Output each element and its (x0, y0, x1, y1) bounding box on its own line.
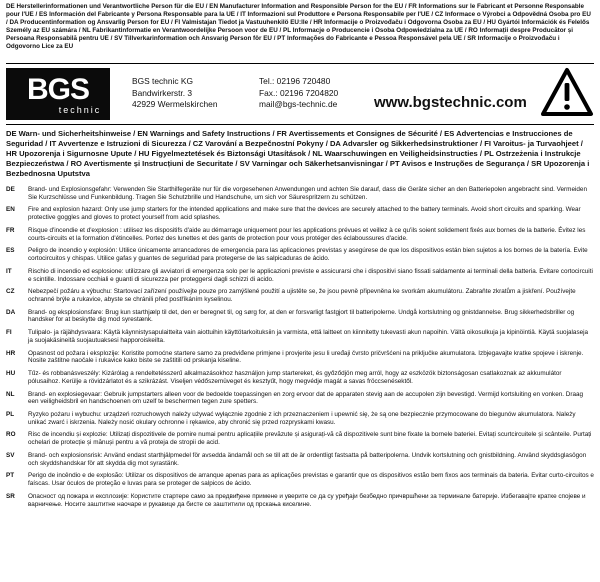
warnings-title: DE Warn- und Sicherheitshinweise / EN Warnings and Safety Instructions / FR Avertissements et Consignes de Sécurité / ES Advertencias e Instrucciones de Seguridad / IT Avvertenze e Istruzioni di Sicurezza / CZ Varování a Bezpečnostní Pokyny / DA Advarsler og Sikkerhedsinstruktioner / FI Varoitus- ja Turvaohjeet / HR Upozorenja i Sigurnosne Upute / HU Figyelmeztetések és Biztonsági Utasítások / NL Waarschuwingen en Veiligheidsinstructies / PL Ostrzeżenia i Instrukcje Bezpieczeństwa / RO Avertismente și Instrucțiuni de Securitate / SV Varningar och Säkerhetsanvisningar / PT Avisos e Instruções de Segurança / SR Upozorenja i Bezbednosna Uputstva (6, 129, 590, 178)
warning-text: Brand- en explosiegevaar: Gebruik jumpstarters alleen voor de bedoelde toepassingen en zorg ervoor dat de apparaten stevig aan de accupolen zijn bevestigd. Vermijd kortsluiting en vonken. Draag een veiligheidsbril en handschoenen om uzelf te beschermen tegen zure spetters. (28, 390, 584, 406)
language-code: IT (6, 267, 12, 275)
warning-item-cz (6, 288, 594, 303)
warning-text: Tűz- és robbanásveszély: Kizárólag a rendeltetésszerű alkalmazásokhoz használjon jump startereket, és győződjön meg arról, hogy az eszközök biztonságosan csatlakoznak az akkumulátor pólusaihoz. Kerülje a rövidzárlatot és a szikrázást. Viseljen védőszemüveget és kesztyűt, hogy megvédje magát a savas fröccsenésektől. (28, 370, 562, 385)
warning-text: Opasnost od požara i eksplozije: Koristite pomoćne startere samo za predviđene primjene i provjerite jesu li uređaji čvrsto pričvršćeni na priključke akumulatora. Izbjegavajte kratke spojeve i iskrenje. Nosite zaštitne naočale i rukavice kako biste se zaštitili od prskanja kiseline. (28, 349, 584, 365)
language-code: EN (6, 206, 15, 214)
bgs-logo (6, 68, 110, 120)
warning-text: Risque d'incendie et d'explosion : utilisez les dispositifs d'aide au démarrage uniquement pour les applications prévues et veillez à ce qu'ils soient solidement fixés aux bornes de la batterie. Évitez les courts-circuits et la formation d'étincelles. Portez des lunettes et des gants de protection pour vous protéger des éclaboussures d'acide. (28, 226, 586, 242)
warning-item-pt (6, 472, 594, 487)
contact-fax: Fax.: 02196 7204820 (259, 87, 339, 98)
warning-triangle-icon (540, 67, 594, 117)
language-code: CZ (6, 288, 15, 296)
warning-item-fr (6, 227, 594, 242)
warning-text: Brand- och explosionsrisk: Använd endast starthjälpmedel för avsedda ändamål och se till att de är ordentligt fastsatta på batteripolerna. Undvik kortslutning och gnistbildning. Använd skyddsglasögon och skyddshandskar för att skydda dig mot syrastänk. (28, 451, 587, 467)
warning-item-hr (6, 350, 594, 365)
language-code: HR (6, 349, 16, 357)
company-website[interactable]: www.bgstechnic.com (374, 94, 527, 111)
language-code: HU (6, 370, 16, 378)
language-code: ES (6, 247, 15, 255)
language-code: SR (6, 492, 15, 500)
warning-text: Brand- und Explosionsgefahr: Verwenden Sie Starthilfegeräte nur für die vorgesehenen Anwendungen und achten Sie darauf, dass die Geräte sicher an den Batteriepolen angebracht sind. Vermeiden Sie Kurzschlüsse und Funkenbildung. Tragen Sie Schutzbrille und Handschuhe, um sich vor Säurespritzern zu schützen. (28, 186, 587, 201)
warning-item-ro (6, 431, 594, 446)
warning-item-pl (6, 411, 594, 426)
warning-text: Ryzyko pożaru i wybuchu: urządzeń rozruchowych należy używać wyłącznie zgodnie z ich przeznaczeniem i upewnić się, że są one bezpiecznie przymocowane do biegunów akumulatora. Należy unikać zwarć i iskrzenia. Należy nosić okulary ochronne i rękawice, aby chronić się przed rozpryskami kwasu. (28, 410, 576, 426)
language-code: PL (6, 410, 15, 418)
language-code: PT (6, 472, 15, 480)
warning-item-fi (6, 329, 594, 344)
warning-text: Risc de incendiu și explozie: Utilizați dispozitivele de pornire numai pentru aplicațiile prevăzute și asigurați-vă că dispozitivele sunt bine fixate la bornele bateriei. Evitați scurtcircuitele și scânteile. Purtați ochelari de protecție și mănuși pentru a vă proteja de stropii de acid. (28, 431, 592, 447)
warning-text: Brand- og eksplosionsfare: Brug kun starthjælp til det, den er beregnet til, og sørg for, at den er forsvarligt fastgjort til batteripolerne. Undgå kortslutning og gnistdannelse. Brug sikkerhedsbriller og handsker for at beskytte dig mod syrestænk. (28, 308, 575, 324)
warning-item-en (6, 206, 594, 221)
manufacturer-info-title: DE Herstellerinformationen und Verantwortliche Person für die EU / EN Manufacturer Information and Responsible Person for the EU / FR Informations sur le Fabricant et Personne Responsable pour l'UE / ES Información del Fabricante y Persona Responsable para la UE / IT Informazioni sul Produttore e Persona Responsabile per l'UE / CZ Informace o Výrobci a Odpovědná Osoba pro EU / DA Producentinformation og Ansvarlig Person for EU / FI Valmistajan Tiedot ja Vastuuhenkilö EU:lle / HR Informacije o Proizvođaču i Odgovorna Osoba za EU / HU Gyártói Információk és Felelős Személy az EU számára / NL Fabrikantinformatie en Verantwoordelijke Persoon voor de EU / PL Informacje o Producencie i Osoba Odpowiedzialna za UE / RO Informații despre Producător și Persoana Responsabilă pentru UE / SV Tillverkarinformation och Ansvarig Person för EU / PT Informações do Fabricante e Pessoa Responsável pela UE / SR Informacije o Proizvođaču i Odgovorno Lice za EU (6, 3, 591, 50)
contact-phone: Tel.: 02196 720480 (259, 76, 331, 86)
language-code: SV (6, 451, 15, 459)
company-divider (6, 124, 594, 125)
warning-item-sr (6, 493, 594, 508)
warning-item-it (6, 268, 594, 283)
company-address (132, 76, 218, 111)
language-code: DA (6, 308, 16, 316)
warning-text: Perigo de incêndio e de explosão: Utilizar os dispositivos de arranque apenas para as aplicações previstas e garantir que os dispositivos estão bem fixos aos terminais da bateria. Evitar curto-circuitos e faíscas. Usar óculos de proteção e luvas para se proteger de salpicos de ácido. (28, 472, 594, 488)
address-line-street: Bandwirkerstr. 3 (132, 87, 193, 98)
language-code: NL (6, 390, 15, 398)
warning-item-de (6, 186, 594, 201)
warning-item-sv (6, 452, 594, 467)
warning-item-nl (6, 391, 594, 406)
warning-item-es (6, 247, 594, 262)
address-line-city: 42929 Wermelskirchen (132, 99, 218, 109)
contact-email[interactable]: mail@bgs-technic.de (259, 99, 338, 109)
company-block (6, 66, 594, 122)
warning-text: Опасност од пожара и експлозије: Користите стартере само за предвиђене примене и уверите се да су уређаји безбедно причвршћени за терминале батерије. Избегавајте кратке спојеве и варничење. Носите заштитне наочаре и рукавице да бисте се заштитили од прскања киселине. (28, 492, 586, 508)
warning-text: Rischio di incendio ed esplosione: utilizzare gli avviatori di emergenza solo per le applicazioni previste e assicurarsi che i dispositivi siano fissati saldamente ai terminali della batteria. Evitare cortocircuiti e scintille. Indossare occhiali e guanti di sicurezza per proteggersi dagli schizzi di acido. (28, 267, 593, 283)
warnings-list (6, 186, 594, 513)
header-divider (6, 63, 594, 64)
svg-text:technic: technic (58, 105, 102, 115)
warning-text: Fire and explosion hazard: Only use jump starters for the intended applications and make sure that the devices are securely attached to the battery terminals. Avoid short circuits and sparking. Wear protective goggles and gloves to protect yourself from acid splashes. (28, 206, 581, 222)
language-code: FI (6, 329, 12, 337)
svg-text:BGS: BGS (26, 73, 90, 106)
warning-text: Peligro de incendio y explosión: Utilice únicamente arrancadores de emergencia para las aplicaciones previstas y asegúrese de que los dispositivos están bien sujetos a los bornes de la batería. Evite cortocircuitos y chispas. Utilice gafas y guantes de seguridad para protegerse de las salpicaduras de ácido. (28, 247, 588, 263)
company-contact (259, 76, 338, 111)
warning-item-da (6, 309, 594, 324)
language-code: RO (6, 431, 16, 439)
language-code: DE (6, 186, 15, 193)
warning-item-hu (6, 370, 594, 385)
language-code: FR (6, 226, 15, 234)
warning-text: Nebezpečí požáru a výbuchu: Startovací zařízení používejte pouze pro zamýšlené použití a ujistěte se, že jsou pevně připevněna ke svorkám akumulátoru. Zabraňte zkratům a jiskření. Používejte ochranné brýle a rukavice, abyste se chránili před postříkáním kyselinou. (28, 288, 576, 303)
warning-text: Tulipalo- ja räjähdysvaara: Käytä käynnistysapulaitteita vain aiottuihin käyttötarkoituksiin ja varmista, että laitteet on kiinnitetty tukevasti akun napoihin. Vältä oikosulkuja ja kipinöintiä. Käytä suojalaseja ja suojakäsineitä suojautuaksesi happoroiskeilta. (28, 329, 589, 344)
address-line-company: BGS technic KG (132, 76, 193, 86)
